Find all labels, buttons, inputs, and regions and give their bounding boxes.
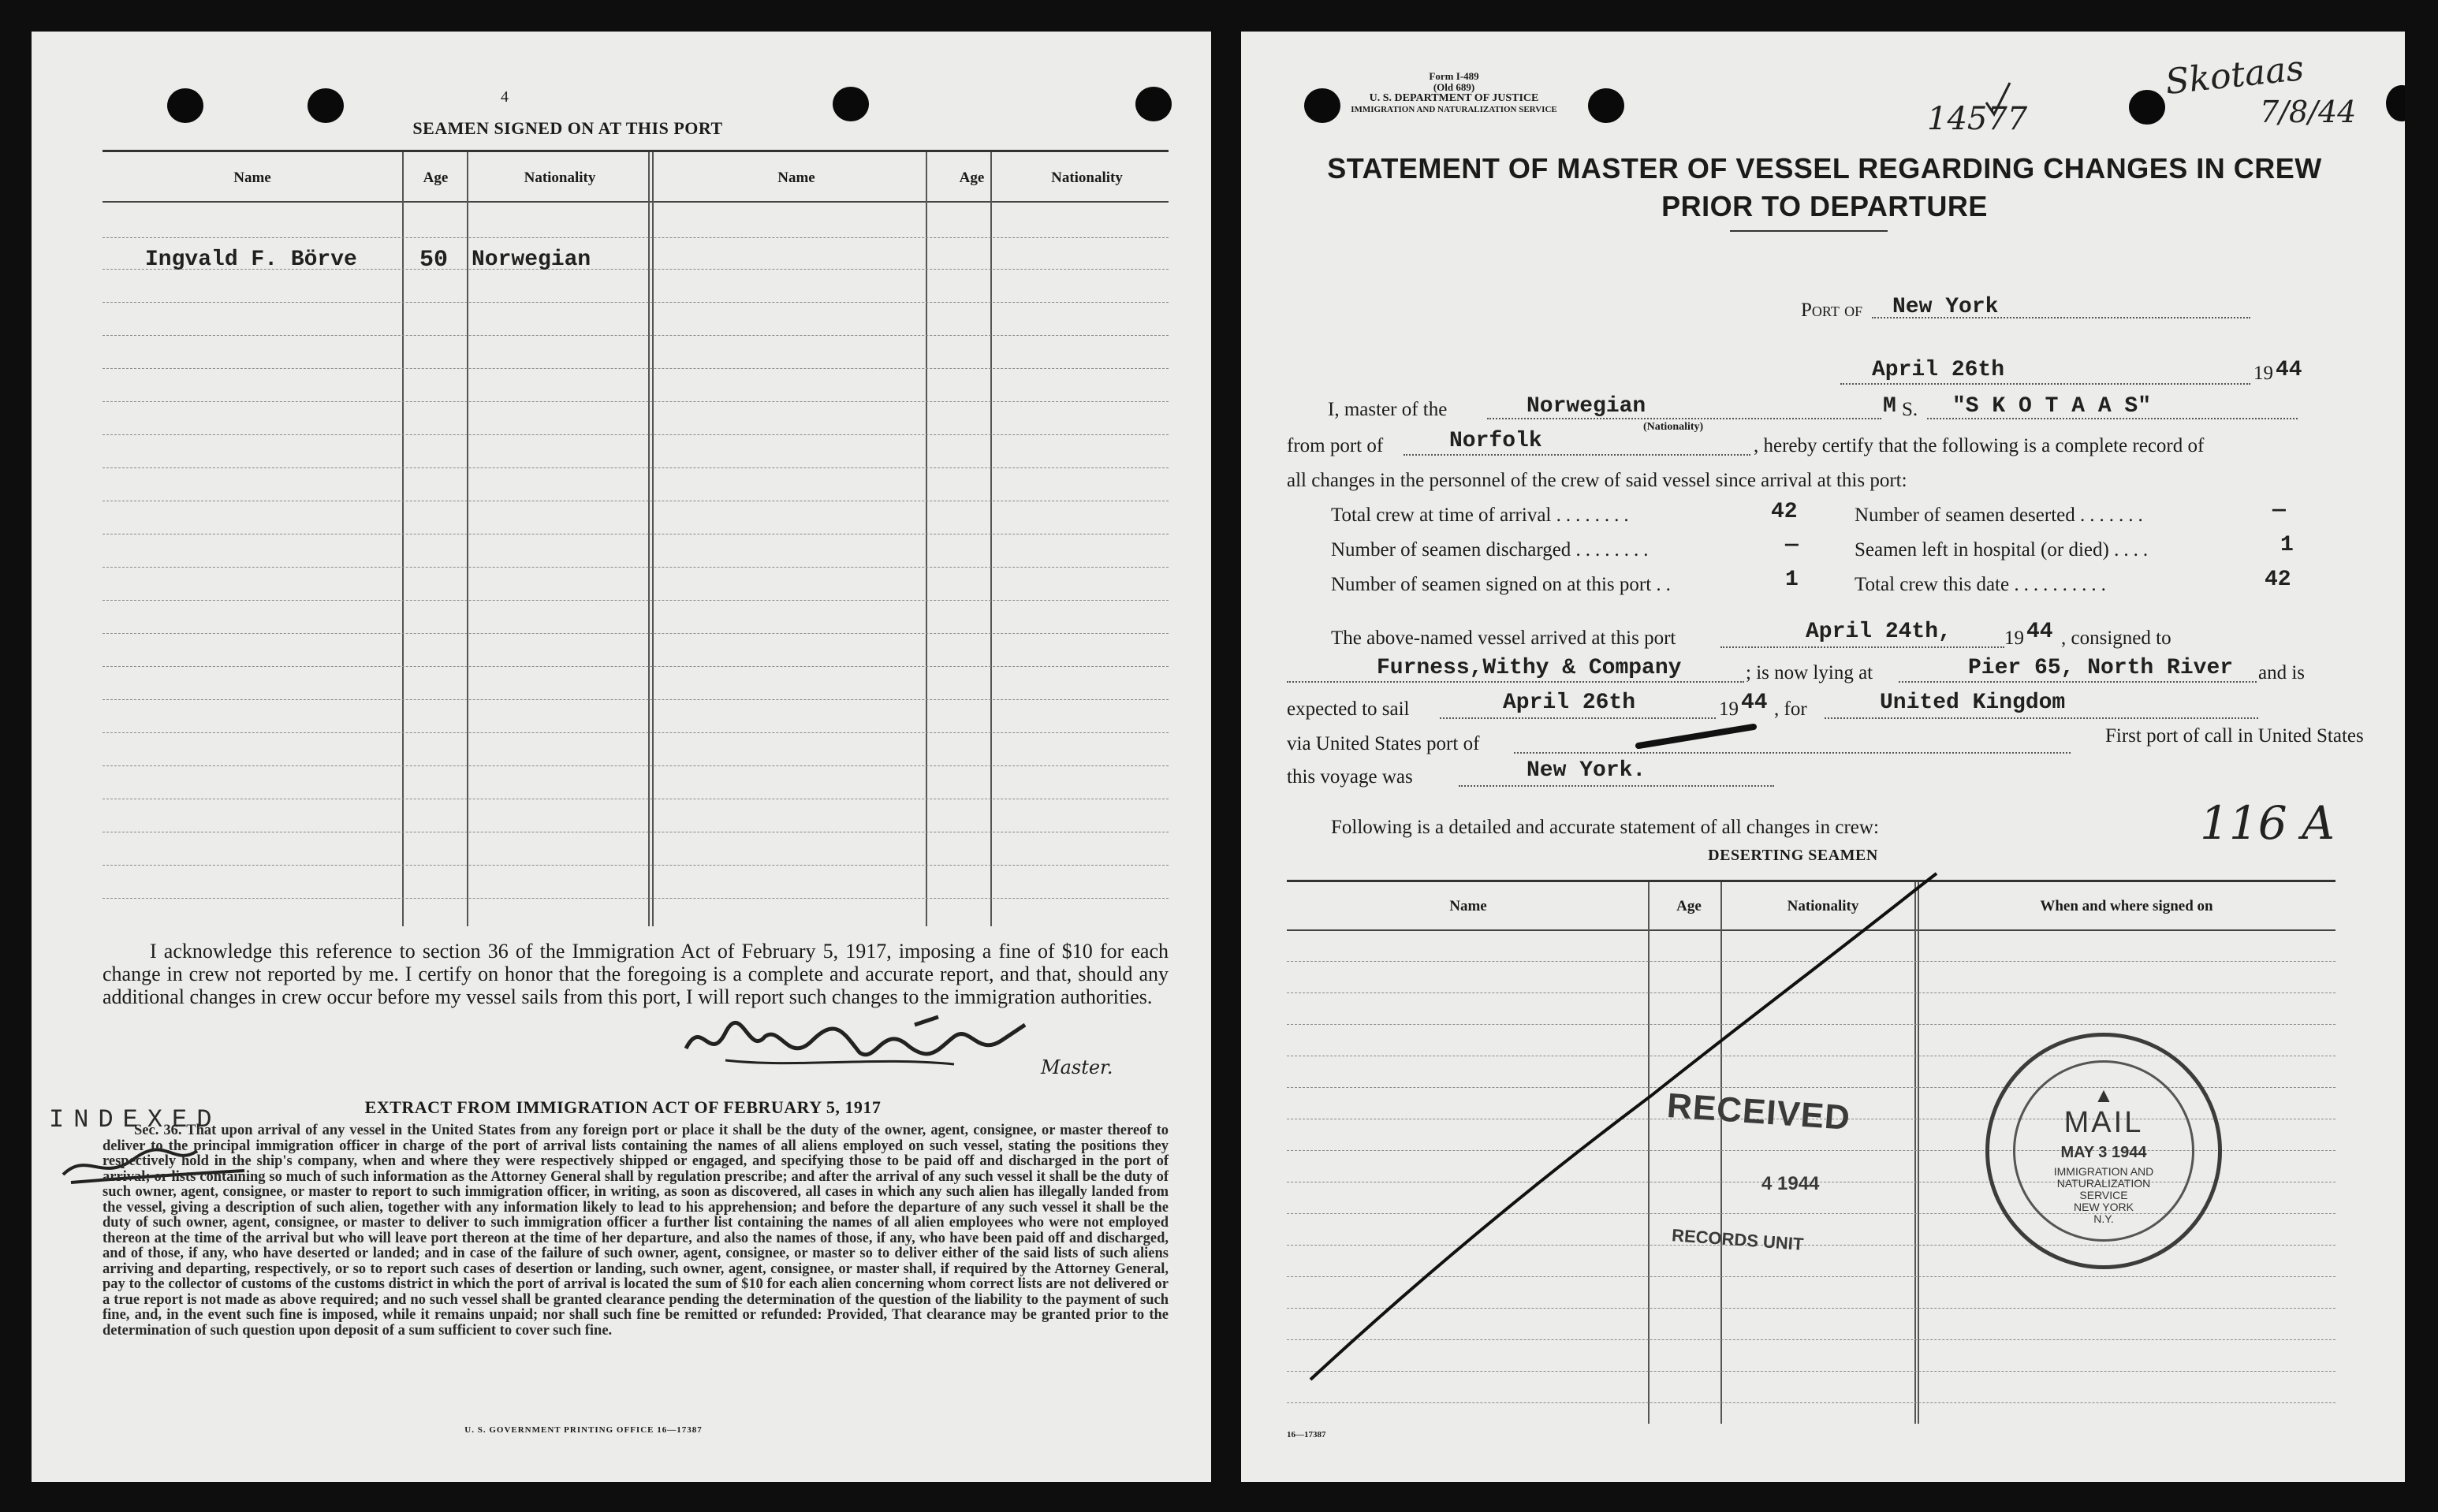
following-label: Following is a detailed and accurate statement of all changes in crew: [1331,817,1879,838]
col-header-when-where: When and where signed on [2040,898,2213,914]
header-rule [103,201,1169,203]
sail-year-prefix: 19 [1719,698,1739,720]
discharged-label: Number of seamen discharged ........ [1331,539,1653,560]
mail-stamp-line: N.Y. [2093,1212,2114,1225]
form-footer: 16—17387 [1287,1430,1326,1439]
deserted-label: Number of seamen deserted ....... [1855,505,2148,526]
handwritten-vessel-name: Skotaas [2163,47,2306,103]
handwritten-corner-number: 7/8/44 [2260,95,2357,129]
via-label: via United States port of [1287,733,1480,754]
certify-text-2: all changes in the personnel of the crew of said vessel since arrival at this port: [1287,470,1907,491]
punch-hole [167,88,203,123]
hospital-label: Seamen left in hospital (or died) .... [1855,539,2153,560]
master-label: Master. [1041,1056,1113,1078]
punch-hole [1135,87,1172,121]
total-crew-arrival-label: Total crew at time of arrival ........ [1331,505,1634,526]
punch-hole [308,88,344,123]
col-header-age: Age [1676,898,1702,914]
row-rule [103,467,1169,468]
seamen-signed-on-table [103,150,1169,926]
port-label: Port of [1801,300,1863,321]
section-title: SEAMEN SIGNED ON AT THIS PORT [412,118,723,138]
cancellation-line [1241,32,2405,1482]
vessel-type: M [1883,394,1896,419]
row-rule [103,237,1169,238]
indexed-stamp: INDEXED [49,1105,222,1134]
service: IMMIGRATION AND NATURALIZATION SERVICE [1351,105,1557,114]
expected-label: expected to sail [1287,698,1410,720]
right-page [1241,32,2405,1482]
row-rule [103,865,1169,866]
arrived-year-value: 44 [2026,620,2053,644]
punch-hole [833,87,869,121]
extract-title: EXTRACT FROM IMMIGRATION ACT OF FEBRUARY 5, 1917 [364,1097,882,1117]
mail-stamp [1985,1033,2222,1269]
row-rule [103,765,1169,766]
form-old-number: (Old 689) [1433,81,1475,93]
mail-stamp-text [1989,1166,2218,1225]
port-value: New York [1892,295,1999,319]
table-row-nationality: Norwegian [472,248,591,272]
form-title-line2: PRIOR TO DEPARTURE [1661,190,1988,222]
deserted-value: — [2272,498,2286,523]
arrived-label: The above-named vessel arrived at this port [1331,628,1676,649]
signed-on-label: Number of seamen signed on at this port .. [1331,574,1676,595]
certify-text: , hereby certify that the following is a complete record of [1754,435,2205,456]
for-label: , for [1774,698,1807,720]
col-header-nationality: Nationality [1787,898,1859,914]
nationality-value: Norwegian [1527,394,1646,419]
from-port-label: from port of [1287,435,1384,456]
row-rule [103,368,1169,369]
mail-stamp-arrow-icon: ▲ [2093,1084,2114,1107]
consignee-value: Furness,Withy & Company [1377,656,1682,680]
col-header-name: Name [233,169,271,186]
row-rule [103,699,1169,700]
mail-stamp-line: NEW YORK [2074,1201,2134,1213]
left-page [32,32,1211,1482]
row-rule [103,898,1169,899]
row-rule [103,666,1169,667]
row-rule [103,633,1169,634]
acknowledgement-paragraph: I acknowledge this reference to section 36 of the Immigration Act of February 5, 1917, imposing a fine of $10 for each change in crew not reported by me. I certify on honor that the foregoing is a complete and accurate report, and that, should any additional changes in crew occur before my vessel sails from this port, I will report such changes to the immigration authorities. [103,940,1169,1008]
col-header-age-2: Age [959,169,985,186]
voyage-value: New York. [1527,758,1646,783]
mail-stamp-line: SERVICE [2079,1189,2128,1201]
sail-year-value: 44 [1741,691,1768,715]
page-number: 4 [501,88,509,106]
records-unit-stamp: RECORDS UNIT [1671,1225,1805,1254]
printing-office-line: U. S. GOVERNMENT PRINTING OFFICE 16—17387 [464,1425,703,1435]
row-rule [103,600,1169,601]
first-port-label: First port of call in United States [2105,725,2364,747]
col-header-nationality: Nationality [524,169,596,186]
mail-stamp-title: MAIL [2063,1106,2144,1139]
department: U. S. DEPARTMENT OF JUSTICE [1369,92,1539,104]
signed-on-value: 1 [1785,568,1799,592]
extract-text: Sec. 36. That upon arrival of any vessel in the United States from any foreign port or place it shall be the duty of the owner, agent, consignee, or master thereof to deliver to the principal immigration officer in charge of the port of arrival lists containing the names of all aliens employed on such vessel, stating the positions they respectively hold in the ship's company, when and where they were respectively shipped or engaged, and specifying those to be paid off and discharged in the port of arrival; or lists containing so much of such information as the Attorney General shall by regulation prescribe; and after the arrival of any such vessel it shall be the duty of such owner, agent, consignee, or master to report to such immigration officer, in writing, as soon as discovered, all cases in which any such alien has illegally landed from the vessel, giving a description of such alien, together with any information likely to lead to his apprehension; and before the departure of any such vessel it shall be the duty of such owner, agent, consignee, or master to deliver to such immigration officer a further list containing the names of all alien employees who were not employed thereon at the time of the arrival but who will leave port thereon at the time of her departure, and also the names of those, if any, who have been paid off and discharged, and of those, if any, who have deserted or landed; and in case of the failure of such owner, agent, consignee, or master so to deliver either of the said lists of such aliens arriving and departing, respectively, or so to report such cases of desertion or landing, such owner, agent, consignee, or master shall, if required by the Attorney General, pay to the collector of customs of the customs district in which the port of arrival is located the sum of $10 for each alien concerning whom correct lists are not delivered or a true report is not made as above required; and no such vessel shall be granted clearance pending the determination of the question of the liability to the payment of such fine, and, in the event such fine is imposed, while it remains unpaid; nor shall such fine be remitted or refunded: Provided, That clearance may be granted prior to the determination of such question upon deposit of a sum sufficient to cover such fine. [103,1123,1169,1339]
table-row-age: 50 [419,247,449,274]
total-crew-arrival-value: 42 [1771,500,1798,524]
consigned-label: , consigned to [2061,628,2171,649]
lying-label: ; is now lying at [1746,662,1873,683]
from-port-value: Norfolk [1449,429,1542,453]
row-rule [103,335,1169,336]
year-prefix: 19 [2253,363,2273,384]
col-header-name-2: Name [777,169,815,186]
total-crew-date-label: Total crew this date .......... [1855,574,2111,595]
row-rule [103,302,1169,303]
discharged-value: — [1785,533,1799,557]
date-value: April 26th [1872,358,2005,382]
year-value: 44 [2276,358,2302,382]
row-rule [103,401,1169,402]
table-row-name: Ingvald F. Börve [145,248,357,272]
mail-stamp-line: IMMIGRATION AND [2053,1165,2154,1178]
total-crew-date-value: 42 [2265,568,2291,592]
voyage-label: this voyage was [1287,766,1413,788]
form-title-line1: STATEMENT OF MASTER OF VESSEL REGARDING CHANGES IN CREW [1327,152,2322,184]
col-header-name: Name [1449,898,1487,914]
deserting-title: DESERTING SEAMEN [1708,847,1878,864]
mail-stamp-line: NATURALIZATION [2056,1177,2151,1190]
arrived-value: April 24th, [1806,620,1952,644]
row-rule [103,567,1169,568]
form-number: Form I-489 [1429,70,1479,82]
handwritten-file-number: 14577 [1927,101,2028,137]
sail-value: April 26th [1503,691,1636,715]
row-rule [103,434,1169,435]
nationality-caption: (Nationality) [1643,421,1704,433]
received-date: 4 1944 [1761,1173,1820,1194]
master-signature [678,1009,1072,1080]
received-stamp: RECEIVED [1665,1086,1852,1138]
handwritten-116a: 116 A [2200,796,2335,850]
hospital-value: 1 [2280,533,2294,557]
vessel-name: "S K O T A A S" [1952,394,2152,419]
col-header-nationality-2: Nationality [1051,169,1123,186]
arrived-year-prefix: 19 [2004,628,2024,649]
mail-stamp-date: MAY 3 1944 [2060,1144,2147,1161]
row-rule [103,732,1169,733]
for-value: United Kingdom [1880,691,2066,715]
and-is-label: and is [2258,662,2306,683]
master-of-label: I, master of the [1328,399,1448,420]
lying-value: Pier 65, North River [1968,656,2234,680]
col-header-age: Age [423,169,449,186]
vessel-prefix: S. [1902,399,1918,420]
